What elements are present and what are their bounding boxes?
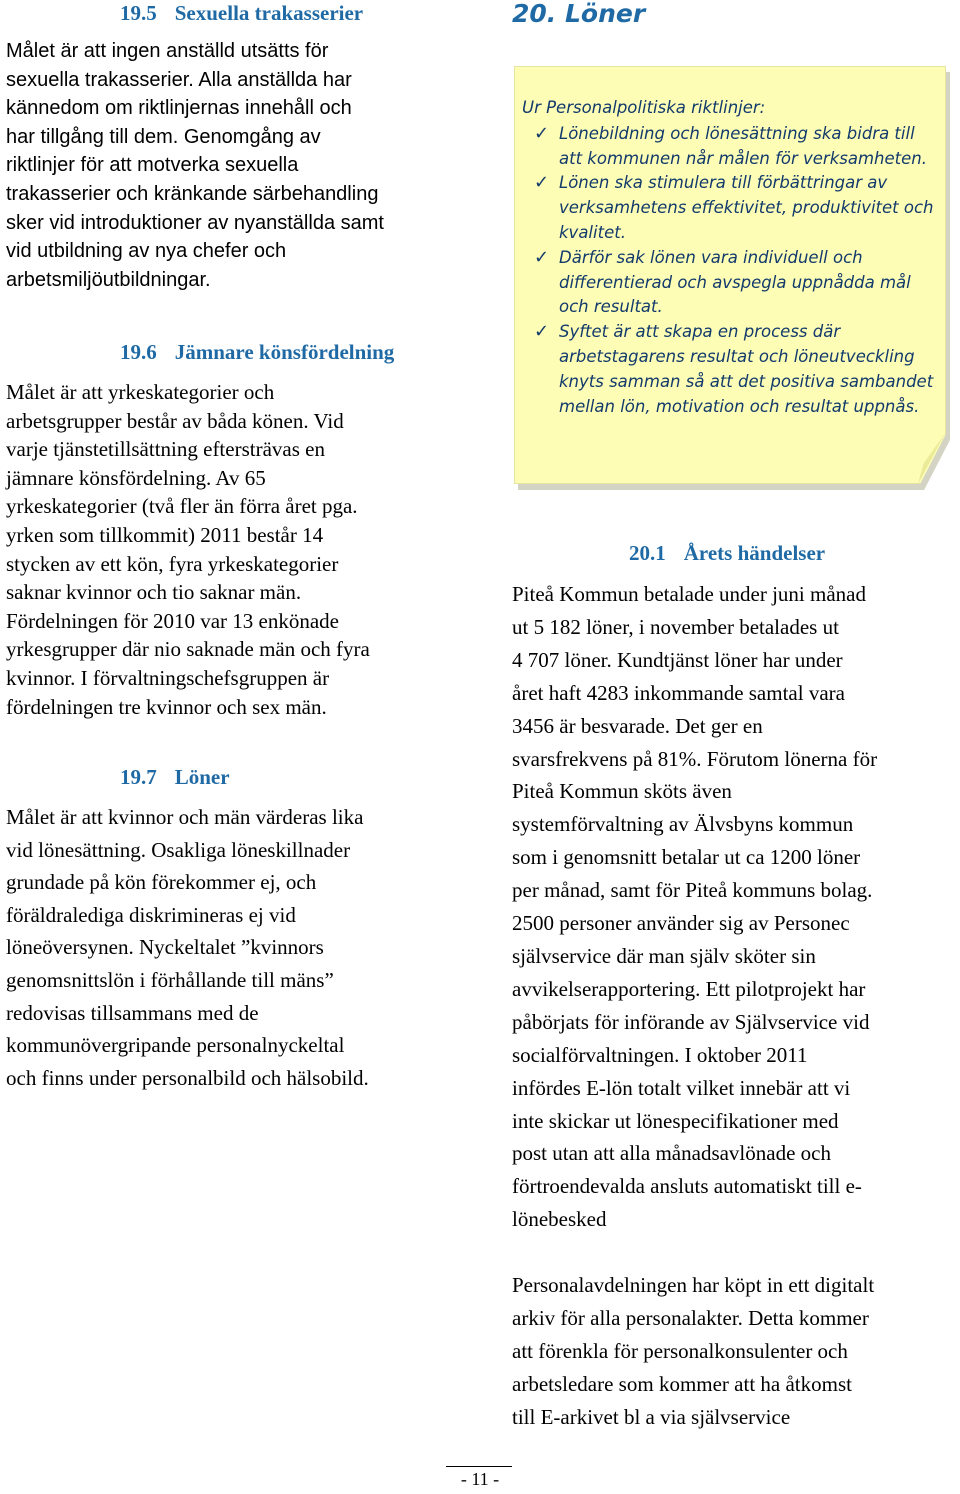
section-heading-19-7 [120, 764, 230, 790]
section-heading-19-5 [120, 0, 363, 26]
check-icon: ✓ [534, 246, 550, 268]
section-heading-19-6 [120, 339, 394, 365]
list-item [522, 122, 942, 172]
chapter-heading: 20. Löner [512, 0, 646, 28]
footer-divider [446, 1466, 512, 1467]
note-title: Ur Personalpolitiska riktlinjer: [522, 98, 766, 117]
section-heading-20-1 [629, 540, 825, 566]
section-title: Löner [174, 765, 230, 789]
list-item-text: Lönen ska stimulera till förbättringar av verksamhetens effektivitet, produktivitet och kvalitet. [559, 173, 934, 242]
section-number: 19.6 [120, 340, 157, 364]
section-title: Jämnare könsfördelning [174, 340, 395, 364]
list-item-text: Därför sak lönen vara individuell och differentierad och avspegla uppnådda mål och resultat. [559, 247, 911, 317]
list-item [522, 320, 942, 419]
note-content [522, 96, 942, 419]
paragraph-20-1-a: Piteå Kommun betalade under juni månad ut 5 182 löner, i november betalades ut 4 707 löner. Kundtjänst löner har under året haft 4283 inkommande samtal vara 3456 är besvarade. Det ger en svarsfrekvens på 81%. Förutom lönerna för Piteå Kommun sköts även systemförvaltning av Älvsbyns kommun som i genomsnitt betalar ut ca 1200 löner per månad, samt för Piteå kommuns bolag. 2500 personer använder sig av Personec självservice där man själv sköter sin avvikelserapportering. Ett pilotprojekt har påbörjats för införande av Självservice vid socialförvaltningen. I oktober 2011 infördes E-lön totalt vilket innebär att vi inte skickar ut lönespecifikationer med post utan att alla månadsavlönade och förtroendevalda ansluts automatiskt till e- lönebesked [512, 582, 878, 1232]
paragraph-19-7: Målet är att kvinnor och män värderas lika vid lönesättning. Osakliga löneskillnader grundade på kön förekommer ej, och föräldralediga diskrimineras ej vid löneöversynen. Nyckeltalet ”kvinnors genomsnittslön i förhållande till mäns” redovisas tillsammans med de kommunövergripande personalnyckeltal och finns under personalbild och hälsobild. [6, 805, 369, 1090]
section-number: 19.7 [120, 765, 157, 789]
paragraph-19-5: Målet är att ingen anställd utsätts för sexuella trakasserier. Alla anställda har kännedom om riktlinjernas innehåll och har tillgång till dem. Genomgång av riktlinjer för att motverka sexuella trakasserier och kränkande särbehandling sker vid introduktioner av nyanställda samt vid utbildning av nya chefer och arbetsmiljöutbildningar. [6, 40, 384, 291]
section-title: Årets händelser [683, 541, 826, 565]
check-icon: ✓ [534, 321, 550, 343]
paragraph-20-1-b: Personalavdelningen har köpt in ett digitalt arkiv för alla personalakter. Detta kommer att förenkla för personalkonsulenter och arbetsledare som kommer att ha åtkomst till E-arkivet bl a via självservice [512, 1273, 875, 1429]
note-list [522, 122, 942, 420]
list-item-text: Syftet är att skapa en process där arbetstagarens resultat och löneutveckling knyts samman så att det positiva sambandet mellan lön, motivation och resultat uppnås. [559, 322, 934, 416]
list-item [522, 246, 942, 320]
section-title: Sexuella trakasserier [174, 1, 364, 25]
list-item-text: Lönebildning och lönesättning ska bidra till att kommunen når målen för verksamheten. [559, 123, 927, 168]
page-number: - 11 - [460, 1469, 500, 1489]
list-item [522, 171, 942, 245]
paragraph-19-6: Målet är att yrkeskategorier och arbetsgrupper består av båda könen. Vid varje tjänstetillsättning eftersträvas en jämnare könsfördelning. Av 65 yrkeskategorier (två fler än förra året pga. yrken som tillkommit) 2011 består 14 stycken av ett kön, fyra yrkeskategorier saknar kvinnor och tio saknar män. Fördelningen för 2010 var 13 enkönade yrkesgrupper där nio saknade män och fyra kvinnor. I förvaltningschefsgruppen är fördelningen tre kvinnor och sex män. [6, 380, 370, 719]
check-icon: ✓ [534, 122, 550, 144]
sticky-note [514, 66, 950, 486]
check-icon: ✓ [534, 172, 550, 194]
section-number: 20.1 [629, 541, 666, 565]
section-number: 19.5 [120, 1, 157, 25]
